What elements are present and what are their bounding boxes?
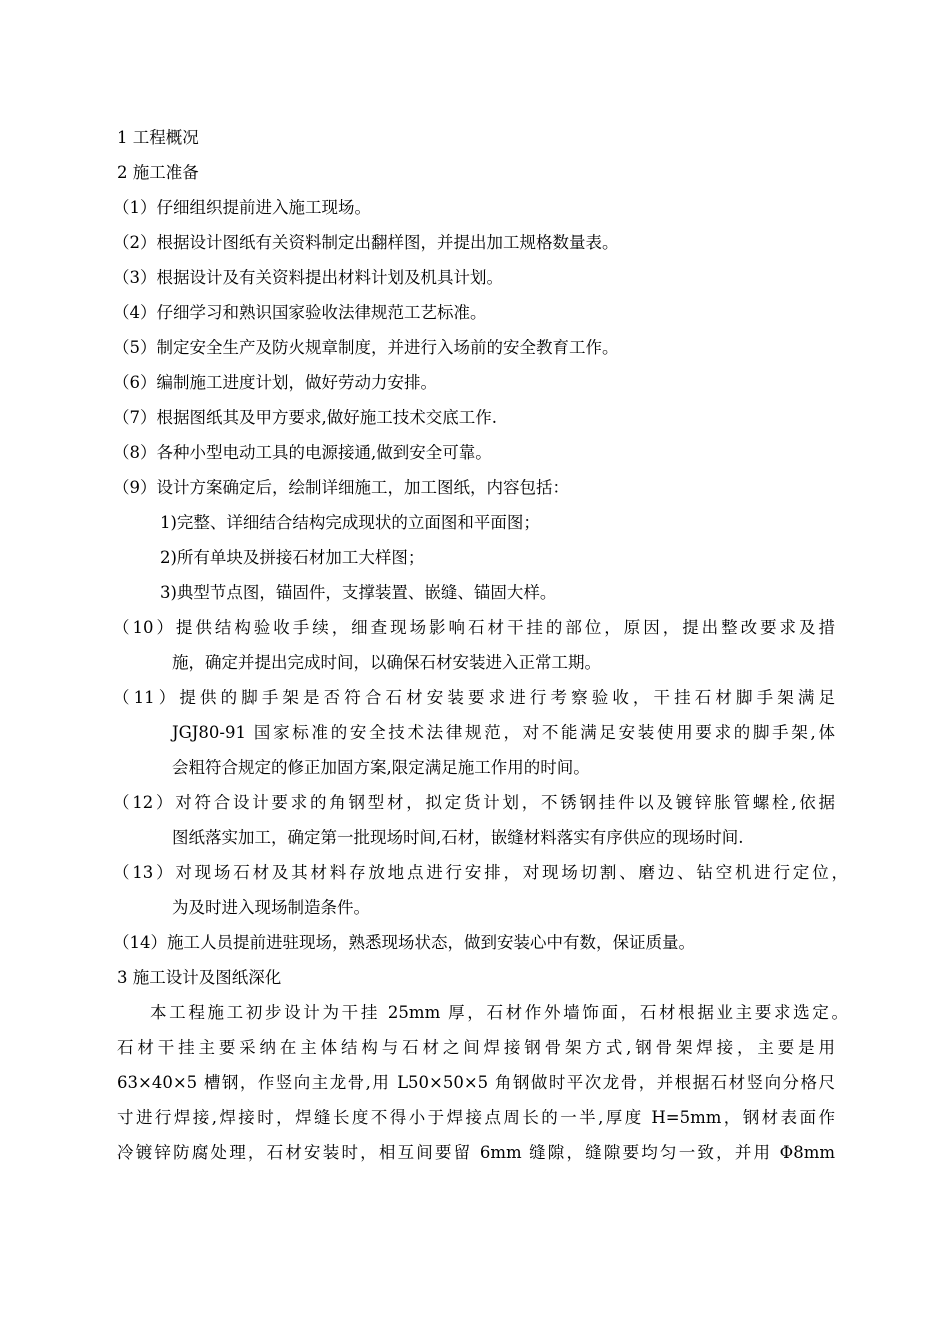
paragraph-line-5: 冷镀锌防腐处理，石材安装时，相互间要留 6mm 缝隙，缝隙要均匀一致，并用 Φ8mm (117, 1143, 835, 1162)
list-item-11: （11）提供的脚手架是否符合石材安装要求进行考察验收，干挂石材脚手架满足 (113, 688, 835, 707)
list-item-9: （9）设计方案确定后，绘制详细施工，加工图纸，内容包括： (113, 478, 569, 497)
list-item-6: （6）编制施工进度计划，做好劳动力安排。 (113, 373, 437, 392)
list-item-11-cont-1: JGJ80-91 国家标准的安全技术法律规范，对不能满足安装使用要求的脚手架,体 (172, 723, 835, 742)
paragraph-line-1: 本工程施工初步设计为干挂 25mm 厚，石材作外墙饰面，石材根据业主要求选定。 (150, 1003, 848, 1022)
paragraph-line-4: 寸进行焊接,焊接时，焊缝长度不得小于焊接点周长的一半,厚度 H=5mm，钢材表面作 (117, 1108, 835, 1127)
list-item-12-cont: 图纸落实加工，确定第一批现场时间,石材，嵌缝材料落实有序供应的现场时间. (172, 828, 744, 847)
list-item-13: （13）对现场石材及其材料存放地点进行安排，对现场切割、磨边、钻空机进行定位， (113, 863, 848, 882)
heading-section-1: 1 工程概况 (117, 128, 199, 147)
list-item-12: （12）对符合设计要求的角钢型材，拟定货计划，不锈钢挂件以及镀锌胀管螺栓,依据 (113, 793, 835, 812)
list-item-10-cont: 施，确定并提出完成时间，以确保石材安装进入正常工期。 (172, 653, 601, 672)
list-item-2: （2）根据设计图纸有关资料制定出翻样图，并提出加工规格数量表。 (113, 233, 619, 252)
list-item-3: （3）根据设计及有关资料提出材料计划及机具计划。 (113, 268, 503, 287)
list-item-8: （8）各种小型电动工具的电源接通,做到安全可靠。 (113, 443, 492, 462)
list-item-10: （10）提供结构验收手续，细查现场影响石材干挂的部位，原因，提出整改要求及措 (113, 618, 835, 637)
sub-item-2: 2)所有单块及拼接石材加工大样图； (160, 548, 425, 567)
list-item-5: （5）制定安全生产及防火规章制度，并进行入场前的安全教育工作。 (113, 338, 619, 357)
paragraph-line-2: 石材干挂主要采纳在主体结构与石材之间焊接钢骨架方式,钢骨架焊接，主要是用 (117, 1038, 835, 1057)
paragraph-line-3: 63×40×5 槽钢，作竖向主龙骨,用 L50×50×5 角钢做时平次龙骨，并根据石材竖向分格尺 (117, 1073, 835, 1092)
list-item-7: （7）根据图纸其及甲方要求,做好施工技术交底工作. (113, 408, 497, 427)
heading-section-3: 3 施工设计及图纸深化 (117, 968, 282, 987)
sub-item-3: 3)典型节点图，锚固件，支撑装置、嵌缝、锚固大样。 (160, 583, 557, 602)
list-item-1: （1）仔细组织提前进入施工现场。 (113, 198, 371, 217)
list-item-11-cont-2: 会粗符合规定的修正加固方案,限定满足施工作用的时间。 (172, 758, 590, 777)
heading-section-2: 2 施工准备 (117, 163, 199, 182)
list-item-13-cont: 为及时进入现场制造条件。 (172, 898, 370, 917)
list-item-4: （4）仔细学习和熟识国家验收法律规范工艺标准。 (113, 303, 487, 322)
sub-item-1: 1)完整、详细结合结构完成现状的立面图和平面图； (160, 513, 540, 532)
list-item-14: （14）施工人员提前进驻现场，熟悉现场状态，做到安装心中有数，保证质量。 (113, 933, 695, 952)
